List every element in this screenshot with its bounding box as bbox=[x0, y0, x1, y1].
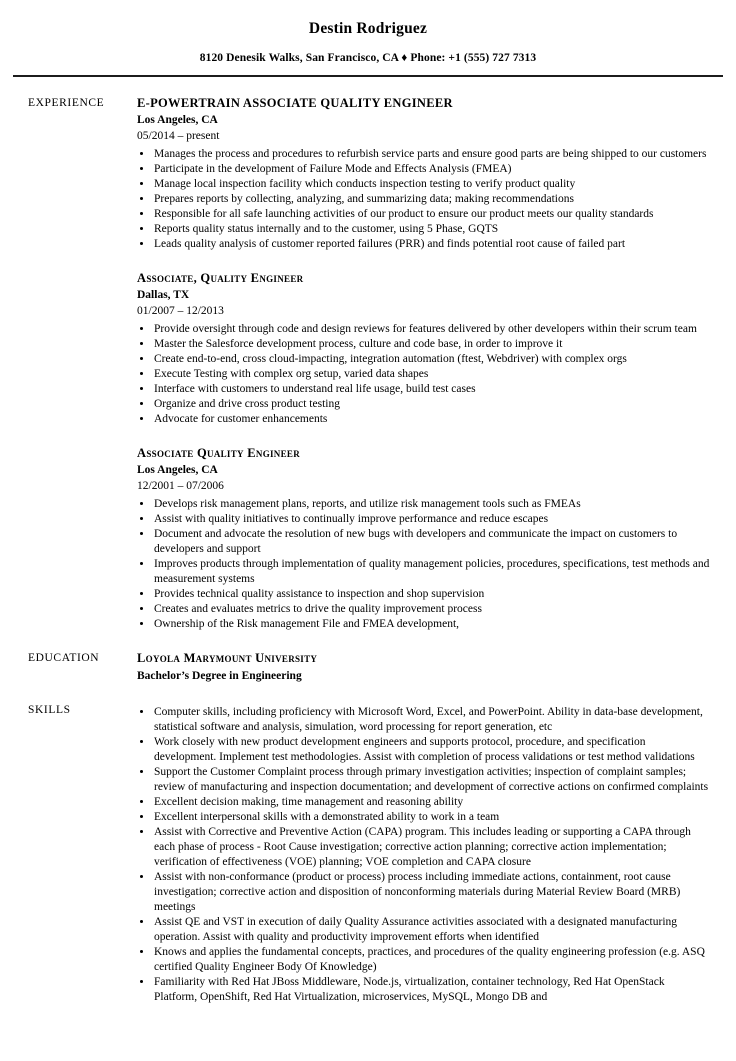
job-bullet: • Master the Salesforce development process, culture and code base, in order to improve it bbox=[153, 337, 710, 352]
job-bullets bbox=[137, 147, 710, 252]
section-skills bbox=[28, 702, 710, 1005]
skill-bullet: • Computer skills, including proficiency with Microsoft Word, Excel, and PowerPoint. Ability in data-base development, statistical software and analysis, simulation, word processing for report generation, etc bbox=[153, 705, 710, 735]
job-bullet: • Leads quality analysis of customer reported failures (PRR) and finds potential root cause of failed part bbox=[153, 237, 710, 252]
job-bullets bbox=[137, 322, 710, 427]
skills-label: SKILLS bbox=[28, 704, 71, 716]
skills-list bbox=[137, 705, 710, 1005]
job-bullet: • Assist with quality initiatives to continually improve performance and reduce escapes bbox=[153, 512, 710, 527]
skills-content bbox=[137, 702, 710, 1005]
job-bullet: • Create end-to-end, cross cloud-impacting, integration automation (ftest, Webdriver) with complex orgs bbox=[153, 352, 710, 367]
job-bullet: • Execute Testing with complex org setup, varied data shapes bbox=[153, 367, 710, 382]
job-bullet: • Interface with customers to understand real life usage, build test cases bbox=[153, 382, 710, 397]
resume-body bbox=[0, 77, 736, 1005]
job-entry bbox=[137, 270, 710, 427]
job-bullet: • Manages the process and procedures to refurbish service parts and ensure good parts are being shipped to our customers bbox=[153, 147, 710, 162]
job-bullet: • Creates and evaluates metrics to drive the quality improvement process bbox=[153, 602, 710, 617]
skill-bullet: • Support the Customer Complaint process through primary investigation activities; inspection of complaint samples; review of manufacturing and inspection documentation; and development of corrective actions on confirmed complaints bbox=[153, 765, 710, 795]
candidate-name: Destin Rodriguez bbox=[308, 20, 428, 37]
job-dates: 01/2007 – 12/2013 bbox=[137, 305, 224, 317]
job-entry bbox=[137, 95, 710, 252]
job-bullet: • Document and advocate the resolution of new bugs with developers and communicate the impact on customers to developers and support bbox=[153, 527, 710, 557]
job-title: E-POWERTRAIN ASSOCIATE QUALITY ENGINEER bbox=[137, 96, 453, 110]
job-bullets bbox=[137, 497, 710, 632]
job-title: Associate Quality Engineer bbox=[137, 446, 301, 460]
job-entry bbox=[137, 445, 710, 632]
education-label: EDUCATION bbox=[28, 652, 100, 664]
degree-name: Bachelor’s Degree in Engineering bbox=[137, 670, 302, 682]
job-bullet: • Prepares reports by collecting, analyzing, and summarizing data; making recommendations bbox=[153, 192, 710, 207]
skill-bullet: • Excellent interpersonal skills with a demonstrated ability to work in a team bbox=[153, 810, 710, 825]
job-bullet: • Organize and drive cross product testing bbox=[153, 397, 710, 412]
job-bullet: • Participate in the development of Failure Mode and Effects Analysis (FMEA) bbox=[153, 162, 710, 177]
school-name: Loyola Marymount University bbox=[137, 651, 318, 665]
experience-jobs bbox=[137, 95, 710, 632]
job-bullet: • Provide oversight through code and design reviews for features delivered by other developers within their scrum team bbox=[153, 322, 710, 337]
skill-bullet: • Excellent decision making, time management and reasoning ability bbox=[153, 795, 710, 810]
section-education bbox=[28, 650, 710, 684]
job-dates: 05/2014 – present bbox=[137, 130, 220, 142]
job-location: Los Angeles, CA bbox=[137, 464, 218, 476]
section-experience bbox=[28, 95, 710, 632]
job-bullet: • Provides technical quality assistance to inspection and shop supervision bbox=[153, 587, 710, 602]
skill-bullet: • Assist with non-conformance (product or process) process including immediate actions, containment, root cause investigation; corrective action and disposition of nonconforming materials during Material Review Board (MRB) meetings bbox=[153, 870, 710, 915]
job-dates: 12/2001 – 07/2006 bbox=[137, 480, 224, 492]
resume-header bbox=[0, 0, 736, 64]
job-bullet: • Responsible for all safe launching activities of our product to ensure our product meets our quality standards bbox=[153, 207, 710, 222]
job-location: Los Angeles, CA bbox=[137, 114, 218, 126]
job-location: Dallas, TX bbox=[137, 289, 190, 301]
skill-bullet: • Work closely with new product development engineers and supports protocol, procedure, and specification development. Implement test methodologies. Assist with completion of process validations or test method validations bbox=[153, 735, 710, 765]
contact-line: 8120 Denesik Walks, San Francisco, CA ♦ Phone: +1 (555) 727 7313 bbox=[199, 52, 537, 64]
skill-bullet: • Knows and applies the fundamental concepts, practices, and procedures of the quality engineering profession (e.g. ASQ certified Quality Engineer Body Of Knowledge) bbox=[153, 945, 710, 975]
skill-bullet: • Familiarity with Red Hat JBoss Middleware, Node.js, virtualization, container technology, Red Hat OpenStack Platform, OpenShift, Red Hat Virtualization, microservices, MySQL, Mongo DB and bbox=[153, 975, 710, 1005]
job-bullet: • Advocate for customer enhancements bbox=[153, 412, 710, 427]
skill-bullet: • Assist QE and VST in execution of daily Quality Assurance activities associated with a designated manufacturing operation. Assist with quality and productivity improvement efforts when identified bbox=[153, 915, 710, 945]
education-content bbox=[137, 650, 710, 684]
experience-label: EXPERIENCE bbox=[28, 97, 105, 109]
job-title: Associate, Quality Engineer bbox=[137, 271, 304, 285]
skill-bullet: • Assist with Corrective and Preventive Action (CAPA) program. This includes leading or supporting a CAPA through each phase of process - Root Cause investigation; corrective action planning; corrective action implementation; verification of effectiveness (VOE) planning; VOE completion and CAPA closure bbox=[153, 825, 710, 870]
job-bullet: • Improves products through implementation of quality management policies, procedures, specifications, test methods and measurement systems bbox=[153, 557, 710, 587]
job-bullet: • Manage local inspection facility which conducts inspection testing to verify product quality bbox=[153, 177, 710, 192]
job-bullet: • Ownership of the Risk management File and FMEA development, bbox=[153, 617, 710, 632]
job-bullet: • Reports quality status internally and to the customer, using 5 Phase, GQTS bbox=[153, 222, 710, 237]
job-bullet: • Develops risk management plans, reports, and utilize risk management tools such as FMEAs bbox=[153, 497, 710, 512]
